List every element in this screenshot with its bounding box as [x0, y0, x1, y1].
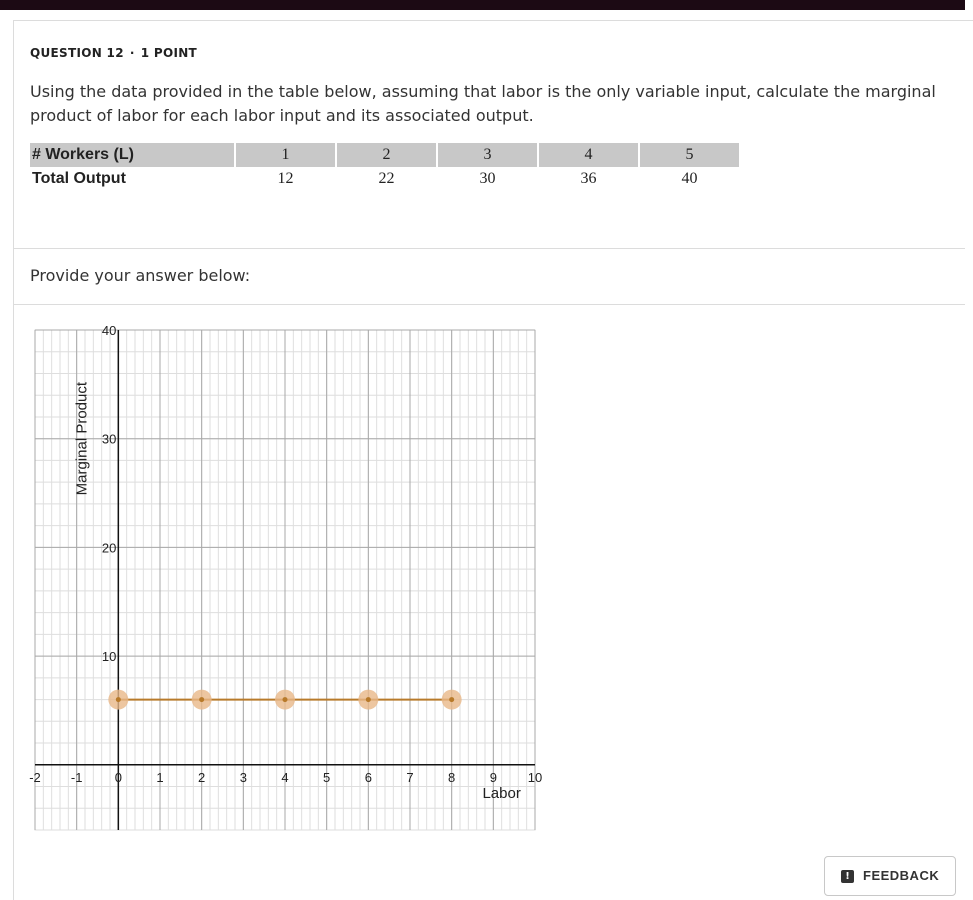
row-label-output: Total Output	[32, 170, 126, 187]
data-point	[116, 697, 121, 702]
section-divider	[14, 248, 965, 249]
x-tick-label: 4	[281, 769, 289, 785]
x-tick-label: 5	[323, 769, 331, 785]
x-tick-label: 6	[364, 769, 372, 785]
x-tick-label: 3	[239, 769, 247, 785]
data-point	[366, 697, 371, 702]
workers-cell: 3	[437, 143, 538, 167]
y-tick-label: 20	[101, 540, 117, 556]
x-tick-label: 7	[406, 769, 414, 785]
output-cell: 30	[437, 167, 538, 191]
exclamation-icon: !	[841, 870, 854, 883]
output-cell: 22	[336, 167, 437, 191]
x-tick-label: -1	[70, 769, 83, 785]
x-tick-label: 8	[448, 769, 456, 785]
x-tick-label: 2	[198, 769, 206, 785]
y-axis-label: Marginal Product	[73, 382, 91, 496]
output-cell: 40	[639, 167, 739, 191]
data-point	[283, 697, 288, 702]
top-bar	[0, 0, 965, 10]
data-point	[199, 697, 204, 702]
data-point	[449, 697, 454, 702]
output-cell: 12	[235, 167, 336, 191]
workers-cell: 2	[336, 143, 437, 167]
header-separator: ·	[129, 46, 135, 60]
table-row-output	[30, 167, 739, 191]
workers-cell: 5	[639, 143, 739, 167]
question-points: 1 POINT	[140, 46, 198, 60]
y-tick-label: 30	[101, 431, 117, 447]
output-cell: 36	[538, 167, 639, 191]
x-tick-label: 9	[489, 769, 497, 785]
section-divider	[14, 304, 965, 305]
y-tick-label: 10	[101, 649, 117, 665]
row-label-workers: # Workers (L)	[30, 143, 235, 167]
table-row-workers	[30, 143, 739, 167]
data-table	[30, 143, 739, 191]
x-tick-label: -2	[29, 769, 41, 785]
question-prompt: Using the data provided in the table below, assuming that labor is the only variable input, calculate the marginal product of labor for each labor input and its associated output.	[30, 82, 936, 125]
feedback-button[interactable]	[824, 856, 956, 896]
question-number: QUESTION 12	[30, 46, 124, 60]
question-header	[30, 46, 197, 60]
workers-cell: 4	[538, 143, 639, 167]
answer-graph[interactable]	[29, 323, 543, 830]
y-tick-label: 40	[101, 323, 117, 338]
x-axis-label: Labor	[482, 784, 521, 802]
answer-label: Provide your answer below:	[30, 266, 251, 285]
workers-cell: 1	[235, 143, 336, 167]
x-tick-label: 10	[527, 769, 543, 785]
x-tick-label: 1	[156, 769, 164, 785]
x-tick-label: 0	[114, 769, 122, 785]
feedback-label: FEEDBACK	[863, 868, 940, 883]
